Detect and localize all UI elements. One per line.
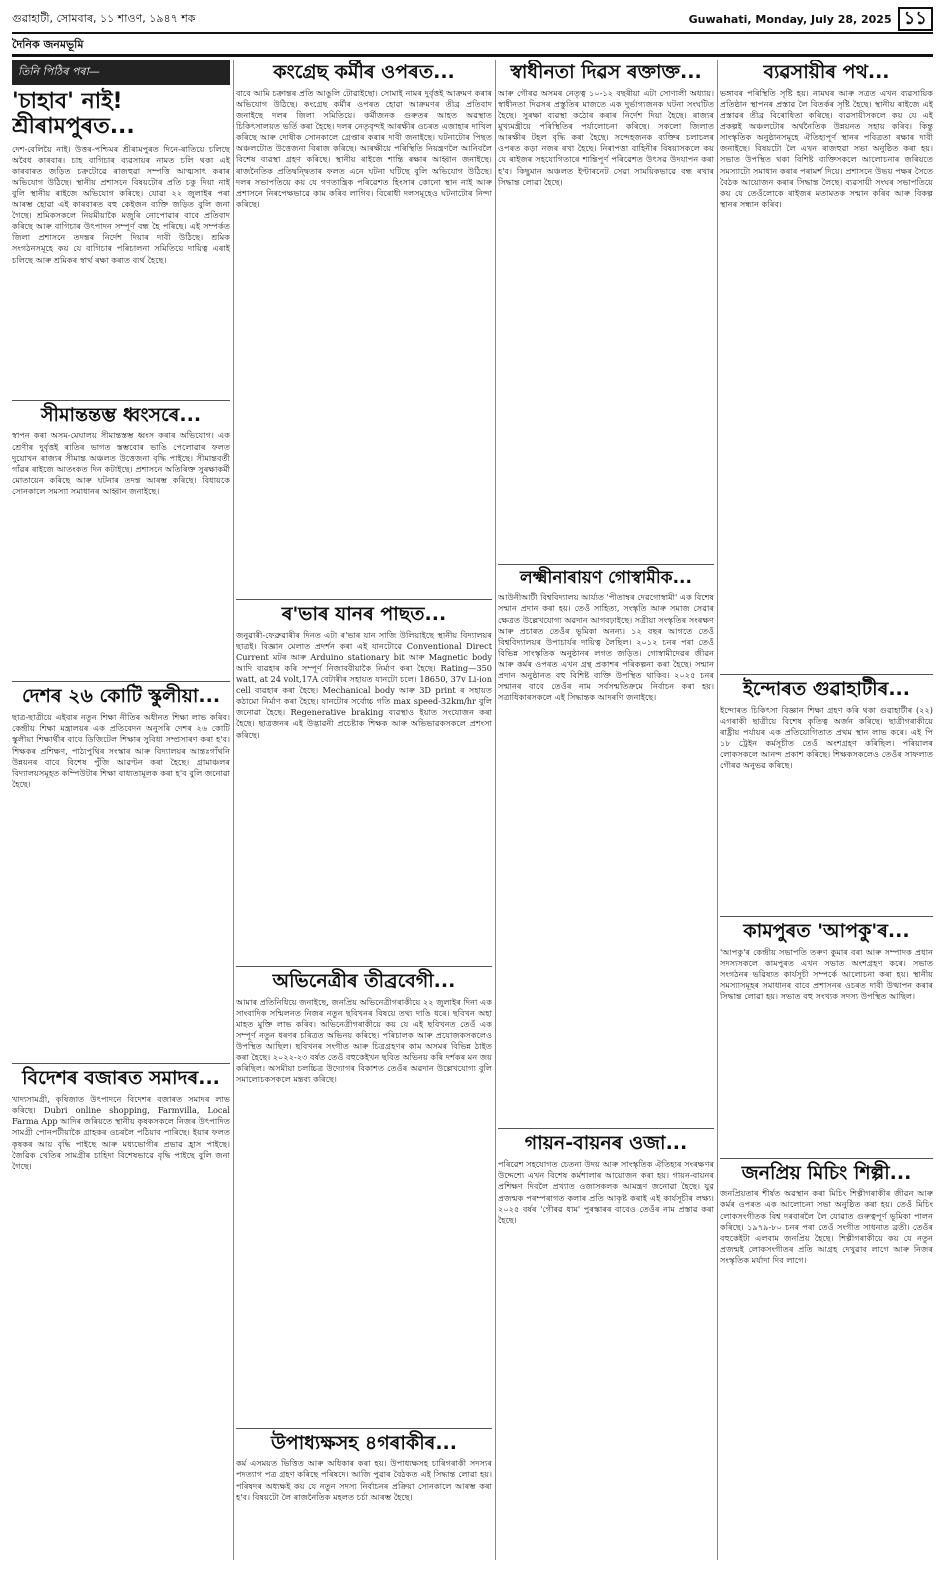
masthead-rule (12, 54, 933, 57)
masthead: দৈনিক জনমভূমি (12, 38, 84, 51)
column-4 (720, 60, 933, 1560)
headline: জনপ্ৰিয় মিচিং শিল্পী... (741, 1161, 912, 1184)
story-divider (236, 966, 492, 967)
header-date-english: Guwahati, Monday, July 28, 2025 (688, 12, 892, 26)
headline: স্বাধীনতা দিৱস ৰক্তাক্ত... (510, 61, 702, 83)
story-apku (720, 921, 933, 1152)
headline: ব্যৱসায়ীৰ পথ... (763, 61, 890, 83)
headline: বিদেশৰ বজাৰত সমাদৰ... (22, 1067, 220, 1090)
article-body: ছাত্ৰ-ছাত্ৰীয়ে এইবাৰ নতুন শিক্ষা নীতিৰ অধীনত শিক্ষা লাভ কৰিব। কেন্দ্ৰীয় শিক্ষা মন্ত্ৰালয়ৰ এক প্ৰতিবেদন অনুসৰি দেশৰ ২৬ কোটি স্কুলীয়া শিক্ষাৰ্থীৰ বাবে ডিজিটেল শিক্ষাৰ সুবিধা সম্প্ৰসাৰণ কৰা হ'ব। শিক্ষকৰ প্ৰশিক্ষণ, পাঠ্যপুথিৰ সংস্কাৰ আৰু বিদ্যালয়ৰ আন্তঃগাঁথনি উন্নয়নৰ বাবে বিশেষ পুঁজি আৱণ্টন কৰা হৈছে। গ্ৰামাঞ্চলৰ বিদ্যালয়সমূহত কম্পিউটাৰ শিক্ষা বাধ্যতামূলক কৰা হ'ব বুলি জনোৱা হৈছে। (12, 712, 230, 789)
column-rule (495, 60, 496, 1560)
story-divider (720, 674, 933, 675)
story-divider (498, 564, 714, 565)
story-divider (12, 1063, 230, 1064)
story-divider (236, 1428, 492, 1429)
headline: সীমান্তন্তম্ভ ধ্বংসৰে... (40, 403, 202, 426)
column-rule (717, 60, 718, 1560)
story-mising-artist (720, 1163, 933, 1529)
story-gayan-bayan (498, 1133, 714, 1554)
article-body: আৰু গৌৰৱ অসমৰ নেতৃত্ব ১০-১২ বছৰীয়া এটা সোণালী অধ্যায়। স্বাধীনতা দিৱসৰ প্ৰস্তুতিৰ মাজতে এক দুৰ্ভাগ্যজনক ঘটনা সংঘটিত হৈছে। সুৰক্ষা ব্যৱস্থা কঠোৰ কৰাৰ নিৰ্দেশ দিয়া হৈছে। ৰাজ্যৰ মুখ্যমন্ত্ৰীয়ে পৰিস্থিতিৰ পৰ্যালোচনা কৰিছে। সকলো জিলাত আৰক্ষীৰ টহল বৃদ্ধি কৰা হৈছে। সন্দেহজনক ব্যক্তিৰ চলাচলৰ ওপৰত কড়া নজৰ ৰখা হৈছে। নিৰাপত্তা বাহিনীৰ বিষয়াসকলে কয় যে ৰাইজৰ সহযোগিতাৰে শান্তিপূৰ্ণ পৰিৱেশত উৎসৱ উদযাপন কৰা হ'ব। কিছুমান অঞ্চলত ইণ্টাৰনেট সেৱা সাময়িকভাৱে বন্ধ ৰখাৰ সিদ্ধান্ত লোৱা হৈছে। (498, 87, 714, 187)
article-body: পৰিৱেশ সহযোগত চেতনা উদয় আৰু সাংস্কৃতিক ঐতিহ্যৰ সংৰক্ষণৰ উদ্দেশ্যে এখন বিশেষ কৰ্মশালাৰ আয়োজন কৰা হয়। গায়ন-বায়নৰ প্ৰশিক্ষণ দিবলৈ প্ৰখ্যাত ওজাসকলক আমন্ত্ৰণ জনোৱা হৈছে। যুৱ প্ৰজন্মক পৰম্পৰাগত কলাৰ প্ৰতি আকৃষ্ট কৰাই এই কাৰ্যসূচীৰ লক্ষ্য। ২০২৫ বৰ্ষৰ 'গৌৰৱ ধাম' পুৰস্কাৰৰ বাবেও তেওঁৰ নাম প্ৰস্তাৱ কৰা হৈছে। (498, 1159, 714, 1225)
story-chahab (12, 89, 230, 394)
article-body: কৰ্ম এসময়ত ভিত্তিত আৰু অধিকাৰ কৰা হয়। উপাধ্যক্ষসহ চাৰিগৰাকী সদস্যৰ পদত্যাগ পত্ৰ গ্ৰহণ কৰিছে পৰিষদে। আজি পুৱাৰ বৈঠকত এই সিদ্ধান্ত লোৱা হয়। পৰিষদৰ অধ্যক্ষই কয় যে নতুন সদস্য নিৰ্বাচনৰ প্ৰক্ৰিয়া সোনকালে আৰম্ভ কৰা হ'ব। বিষয়টো লৈ ৰাজনৈতিক মহলত চৰ্চা আৰম্ভ হৈছে। (236, 1458, 492, 1502)
story-divider (12, 681, 230, 682)
article-body: আমাৰ প্ৰতিনিধিয়ে জনাইছে, জনপ্ৰিয় অভিনেত্ৰীগৰাকীয়ে ২২ জুলাইৰ দিনা এক সাংবাদিক সন্মিলনত নিজৰ নতুন ছবিখনৰ বিষয়ে তথ্য দাঙি ধৰে। ছবিখন অহা মাহত মুক্তি লাভ কৰিব। অভিনেত্ৰীগৰাকীয়ে কয় যে এই ছবিখনত তেওঁ এক সম্পূৰ্ণ নতুন ধৰণৰ চৰিত্ৰত অভিনয় কৰিছে। পৰিচালক আৰু প্ৰযোজকসকলেও উপস্থিত আছিল। ছবিখনৰ সংগীত আৰু চিত্ৰগ্ৰহণৰ কাম অসমৰ বিভিন্ন ঠাইত কৰা হৈছে। ২০২২-২৩ বৰ্ষত তেওঁ বহুকেইখন ছবিত অভিনয় কৰি দৰ্শকৰ মন জয় কৰিছিল। অসমীয়া চলচ্চিত্ৰ উদ্যোগৰ বিকাশত তেওঁৰ অৱদান উল্লেখযোগ্য বুলি সমালোচকসকলে মন্তব্য কৰিছে। (236, 996, 492, 1085)
headline: 'চাহাব' নাই! শ্ৰীৰামপুৰত... (12, 89, 135, 140)
story-border-pillar (12, 405, 230, 676)
story-divider (236, 599, 492, 600)
page-number: ১১ (898, 7, 933, 31)
headline: গায়ন-বায়নৰ ওজা... (524, 1132, 688, 1155)
story-goswami (498, 569, 714, 1123)
header-date-assamese: গুৱাহাটী, সোমবাৰ, ১১ শাওণ, ১৯৪৭ শক (12, 11, 196, 25)
story-divider (720, 916, 933, 917)
column-3 (498, 60, 714, 1560)
article-body: আউনীআটী বিশ্ববিদ্যালয় আৰ্য্যত 'পীতাম্বৰ দেৱগোস্বামী' এক বিশেষ সন্মান প্ৰদান কৰা হয়। তেওঁ সাহিত্য, সংস্কৃতি আৰু সমাজ সেৱাৰ ক্ষেত্ৰত উল্লেখযোগ্য অৱদান আগবঢ়াইছে। সত্ৰীয়া সংস্কৃতিৰ সংৰক্ষণ আৰু প্ৰচাৰত তেওঁৰ ভূমিকা অনন্য। ১২ বছৰ আগতে তেওঁ বিশ্ববিদ্যালয়ৰ উপাচাৰ্যৰ দায়িত্ব লৈছিল। ২০১২ চনৰ পৰা তেওঁ বিভিন্ন সাংস্কৃতিক অনুষ্ঠানৰ লগত জড়িত। গোস্বামীদেৱৰ জীৱন আৰু কৰ্মৰ ওপৰত এখন গ্ৰন্থ প্ৰকাশৰ পৰিকল্পনা কৰা হৈছে। সন্মান প্ৰদান অনুষ্ঠানত বহু বিশিষ্ট ব্যক্তি উপস্থিত থাকিব। ২০২৫ চনৰ সন্মানৰ বাবে তেওঁৰ নাম সৰ্বসন্মতিক্ৰমে নিৰ্বাচন কৰা হয়। সত্ৰাধিকাৰসকলে এই সিদ্ধান্তক আদৰণি জনাইছে। (498, 592, 714, 703)
story-actress (236, 971, 492, 1422)
headline: উপাধ্যক্ষসহ ৪গৰাকীৰ... (271, 1431, 457, 1454)
story-rover (236, 604, 492, 960)
headline: ইন্দোৰত গুৱাহাটীৰ... (743, 677, 910, 700)
story-businessman (720, 62, 933, 668)
story-students (12, 686, 230, 1057)
story-vice-chairman (236, 1433, 492, 1560)
article-body: খাদ্যসামগ্ৰী, কৃষিজাত উৎপাদনে বিদেশৰ বজাৰত সমাদৰ লাভ কৰিছে। Dubri online shopping, Farmvilla, Local Farma App আদিৰ জৰিয়তে স্থানীয় কৃষকসকলে নিজৰ উৎপাদিত সামগ্ৰী পোনপটীয়াকৈ গ্ৰাহকৰ ওচৰলৈ পঠিয়াব পাৰিছে। ইয়াৰ ফলত কৃষকৰ আয় বৃদ্ধি পাইছে আৰু মধ্যভোগীৰ প্ৰভাৱ হ্ৰাস পাইছে। জৈৱিক খেতিৰ সামগ্ৰীৰ চাহিদা বিশেষভাৱে বৃদ্ধি পাইছে বুলি জনা গৈছে। (12, 1094, 230, 1171)
story-foreign-market (12, 1068, 230, 1514)
column-2 (236, 60, 492, 1560)
article-body: দেশ-বেলিয়ৈ নাই। উত্তৰ-পশ্চিমৰ শ্ৰীৰামপুৰত দিনে-ৰাতিয়ে চলিছে অবৈধ কাৰবাৰ। চাহ বাগিচাৰ ব্যৱসায়ৰ নামত চলি থকা এই কাৰবাৰত জড়িত চক্ৰটোৱে ৰাজহুৱা সম্পত্তি আত্মসাৎ কৰাৰ অভিযোগ উঠিছে। স্থানীয় প্ৰশাসনে বিষয়টোৰ প্ৰতি চকু দিয়া নাই বুলি স্থানীয় ৰাইজে অভিযোগ কৰিছে। যোৱা ২২ জুলাইৰ পৰা আৰম্ভ হোৱা এই কাৰবাৰত বহু কেইজন ব্যক্তি জড়িত বুলি জনা গৈছে। শ্ৰমিকসকলে নিয়মীয়াকৈ মজুৰি নোপোৱাৰ বাবে প্ৰতিবাদ কৰিছে আৰু বাগিচাৰ উৎপাদন সম্পূৰ্ণ বন্ধ হৈ পৰিছে। এই সম্পৰ্কত জিলা প্ৰশাসনে তদন্তৰ নিৰ্দেশ দিয়াৰ দাবী উঠিছে। শ্ৰমিক সংগঠনসমূহে কয় যে বাগিচাৰ পৰিচালনা সমিতিয়ে দায়িত্ব এৰাই চলিছে আৰু শ্ৰমিকৰ স্বাৰ্থ ৰক্ষা কৰাত ব্যৰ্থ হৈছে। (12, 143, 230, 265)
article-body: স্বাপন কৰা অসম-মেঘালয় সীমান্তস্তম্ভ ধ্বংস কৰাৰ অভিযোগ। এক শ্ৰেণীৰ দুৰ্বৃত্তই ৰাতিৰ ভাগত স্তম্ভবোৰ ভাঙি পেলোৱাৰ ফলত দুয়োখন ৰাজ্যৰ সীমান্ত অঞ্চলত উত্তেজনা বৃদ্ধি পাইছে। সীমান্তবৰ্তী গাঁৱৰ ৰাইজে আতংকত দিন কটাইছে। প্ৰশাসনে অতিৰিক্ত সুৰক্ষাকৰ্মী মোতায়েন কৰিছে আৰু ঘটনাৰ তদন্ত আৰম্ভ কৰিছে। বিধায়কে সোনকালে সমস্যা সমাধানৰ আহ্বান জনাইছে। (12, 430, 230, 496)
headline: কংগ্ৰেছ কৰ্মীৰ ওপৰত... (273, 61, 455, 83)
continued-kicker: তিনি পিঠিৰ পৰা— (12, 60, 230, 85)
story-indore (720, 679, 933, 910)
story-congress-worker (236, 62, 492, 593)
header-right (689, 7, 933, 31)
story-divider (720, 1158, 933, 1159)
article-body: বাবে আমি চক্ৰান্তৰ প্ৰতি আঙুলি টোৱাইছো। সোমাই নামৰ দুৰ্বৃত্তই আক্ৰমণ কৰাৰ অভিযোগ উঠিছে। কংগ্ৰেছ কৰ্মীৰ ওপৰত হোৱা আক্ৰমণৰ তীব্ৰ প্ৰতিবাদ জনাইছে দলৰ জিলা সমিতিয়ে। কৰ্মীজনক গুৰুতৰ আহত অৱস্থাত চিকিৎসালয়ত ভৰ্তি কৰা হৈছে। দলৰ নেতৃবৃন্দই আৰক্ষীৰ ওচৰত এজাহাৰ দাখিল কৰিছে আৰু দোষীক সোনকালে গ্ৰেপ্তাৰ কৰাৰ দাবী জনাইছে। ঘটনাটোৰ পিছত অঞ্চলটোত উত্তেজনা বিৰাজ কৰিছে। আৰক্ষীয়ে পৰিস্থিতি নিয়ন্ত্ৰণলৈ আনিবলৈ বিশেষ ব্যৱস্থা গ্ৰহণ কৰিছে। স্থানীয় ৰাইজে শান্তি ৰক্ষাৰ আহ্বান জনাইছে। ৰাজনৈতিক প্ৰতিদ্বন্দ্বিতাৰ ফলত এনে ঘটনা ঘটিছে বুলি অভিযোগ উঠিছে। দলৰ সভাপতিয়ে কয় যে গণতান্ত্ৰিক পৰিৱেশত হিংসাৰ কোনো স্থান নাই আৰু প্ৰশাসনে নিৰপেক্ষভাৱে কাম কৰিব লাগিব। বিৰোধী দলসমূহেও ঘটনাটোৰ নিন্দা কৰিছে। (236, 87, 492, 209)
article-body: ভঙ্গাবৰ পৰিস্থিতি সৃষ্টি হয়। নামঘৰ আৰু সত্ৰত এখন ব্যৱসায়িক প্ৰতিষ্ঠান স্থাপনৰ প্ৰস্তাৱ লৈ বিতৰ্কৰ সৃষ্টি হৈছে। স্থানীয় ৰাইজে এই প্ৰস্তাৱৰ তীব্ৰ বিৰোধিতা কৰিছে। ব্যৱসায়ীসকলে কয় যে এই প্ৰকল্পই অঞ্চলটোৰ অৰ্থনৈতিক উন্নয়নত সহায় কৰিব। কিন্তু সাংস্কৃতিক অনুষ্ঠানসমূহে ঐতিহ্যপূৰ্ণ স্থানৰ পবিত্ৰতা ৰক্ষাৰ দাবী জনাইছে। বিষয়টো লৈ এখন ৰাজহুৱা সভা অনুষ্ঠিত কৰা হয়। সভাত উপস্থিত থকা বিশিষ্ট ব্যক্তিসকলে আলোচনাৰ জৰিয়তে সমস্যাটো সমাধান কৰাৰ পৰামৰ্শ দিয়ে। প্ৰশাসনে উভয় পক্ষৰ সৈতে বৈঠক আয়োজন কৰাৰ সিদ্ধান্ত লৈছে। ব্যৱসায়ী সংঘৰ সভাপতিয়ে কয় যে তেওঁলোকে ৰাইজৰ মতামতক সন্মান কৰিব আৰু বিকল্প স্থানৰ সন্ধান কৰিব। (720, 87, 933, 209)
story-independence-day (498, 62, 714, 558)
article-body: ইন্দোৰত চিকিৎসা বিজ্ঞান শিক্ষা গ্ৰহণ কৰি থকা গুৱাহাটীৰ (২২) এগৰাকী ছাত্ৰীয়ে বিশেষ কৃতিত্ব অৰ্জন কৰিছে। ছাত্ৰীগৰাকীয়ে ৰাষ্ট্ৰীয় পৰ্যায়ৰ এক প্ৰতিযোগিতাত প্ৰথম স্থান লাভ কৰে। এই পি ১৮ ট্ৰেইন কৰ্মসূচীত তেওঁ অংশগ্ৰহণ কৰিছিল। পৰিয়ালৰ লোকসকলে আনন্দ প্ৰকাশ কৰিছে। শিক্ষকসকলেও তেওঁৰ সাফল্যত গৌৰৱ অনুভৱ কৰিছে। (720, 704, 933, 771)
headline: কামপুৰত 'আপকু'ৰ... (743, 919, 910, 942)
headline: অভিনেত্ৰীৰ তীব্ৰবেগী... (272, 969, 456, 992)
headline: লক্ষ্মীনাৰায়ণ গোস্বামীক... (520, 567, 692, 588)
headline: দেশৰ ২৬ কোটি স্কুলীয়া... (21, 685, 221, 708)
article-body: 'আপকু'ৰ কেন্দ্ৰীয় সভাপতি তৰুণ কুমাৰ বৰা আৰু সম্পাদক প্ৰধান সদস্যসকলে কামপুৰত এখন সভাত অংশগ্ৰহণ কৰে। সভাত সংগঠনৰ ভৱিষ্যত কাৰ্যসূচী সম্পৰ্কে আলোচনা কৰা হয়। স্থানীয় সমস্যাসমূহৰ সমাধানৰ বাবে প্ৰশাসনৰ ওচৰত দাবী উত্থাপন কৰাৰ সিদ্ধান্ত লোৱা হয়। সভাত বহু সংখ্যক সদস্য উপস্থিত আছিল। (720, 946, 933, 1001)
header-rule (12, 32, 933, 34)
article-body: জনুৱাৰী-ফেব্ৰুৱাৰীৰ দিনত এটা ৰ'ভাৰ যান সাজি উলিয়াইছে স্থানীয় বিদ্যালয়ৰ ছাত্ৰই। বিজ্ঞান মেলাত প্ৰদৰ্শন কৰা এই যানটোৱে Conventional Direct Current মটৰ আৰু Arduino stationary bit আৰু Magnetic body আদি ব্যৱহাৰ কৰি সম্পূৰ্ণ নিজাববীয়াকৈ নিৰ্মাণ কৰা হৈছে। Rating—350 watt, at 24 volt,17A বেটাৰীৰ সহায়ত যানটো চলে। 18650, 37v Li-ion cell ব্যৱহাৰ কৰা হৈছে। Mechanical body আৰু 3D print ৰ সহায়ত কঠামো নিৰ্মাণ কৰা হৈছে। যানটোৰ সৰ্বোচ্চ গতি max speed-32km/hr বুলি জনোৱা হৈছে। Regenerative braking ব্যৱস্থাও ইয়াত সংযোজন কৰা হৈছে। ছাত্ৰজনৰ এই উদ্ভাৱনী প্ৰচেষ্টাক শিক্ষক আৰু অভিভাৱকসকলে প্ৰশংসা কৰিছে। (236, 629, 492, 740)
headline: ৰ'ভাৰ যানৰ পাছত... (281, 602, 447, 625)
page-header (12, 8, 933, 30)
column-rule (233, 60, 234, 1560)
column-1 (12, 60, 230, 1560)
article-body: জনপ্ৰিয়তাৰ শীৰ্ষত অৱস্থান কৰা মিচিং শিল্পীগৰাকীৰ জীৱন আৰু কৰ্মৰ ওপৰত এক আলোচনা সভা অনুষ্ঠিত কৰা হয়। তেওঁ মিচিং লোকসংগীতক বিশ্ব দৰবাৰলৈ লৈ যোৱাত গুৰুত্বপূৰ্ণ ভূমিকা পালন কৰিছে। ১৯৭৯-৮০ চনৰ পৰা তেওঁ সংগীত সাধনাত ব্ৰতী। তেওঁৰ বহুকেইটা এলবাম জনপ্ৰিয় হৈছে। শিল্পীগৰাকীয়ে কয় যে নতুন প্ৰজন্মই লোকসংগীতৰ প্ৰতি আগ্ৰহ দেখুৱাব লাগে আৰু নিজৰ সংস্কৃতিক মৰ্যাদা দিব লাগে। (720, 1188, 933, 1265)
story-divider (498, 1128, 714, 1129)
story-divider (12, 400, 230, 401)
